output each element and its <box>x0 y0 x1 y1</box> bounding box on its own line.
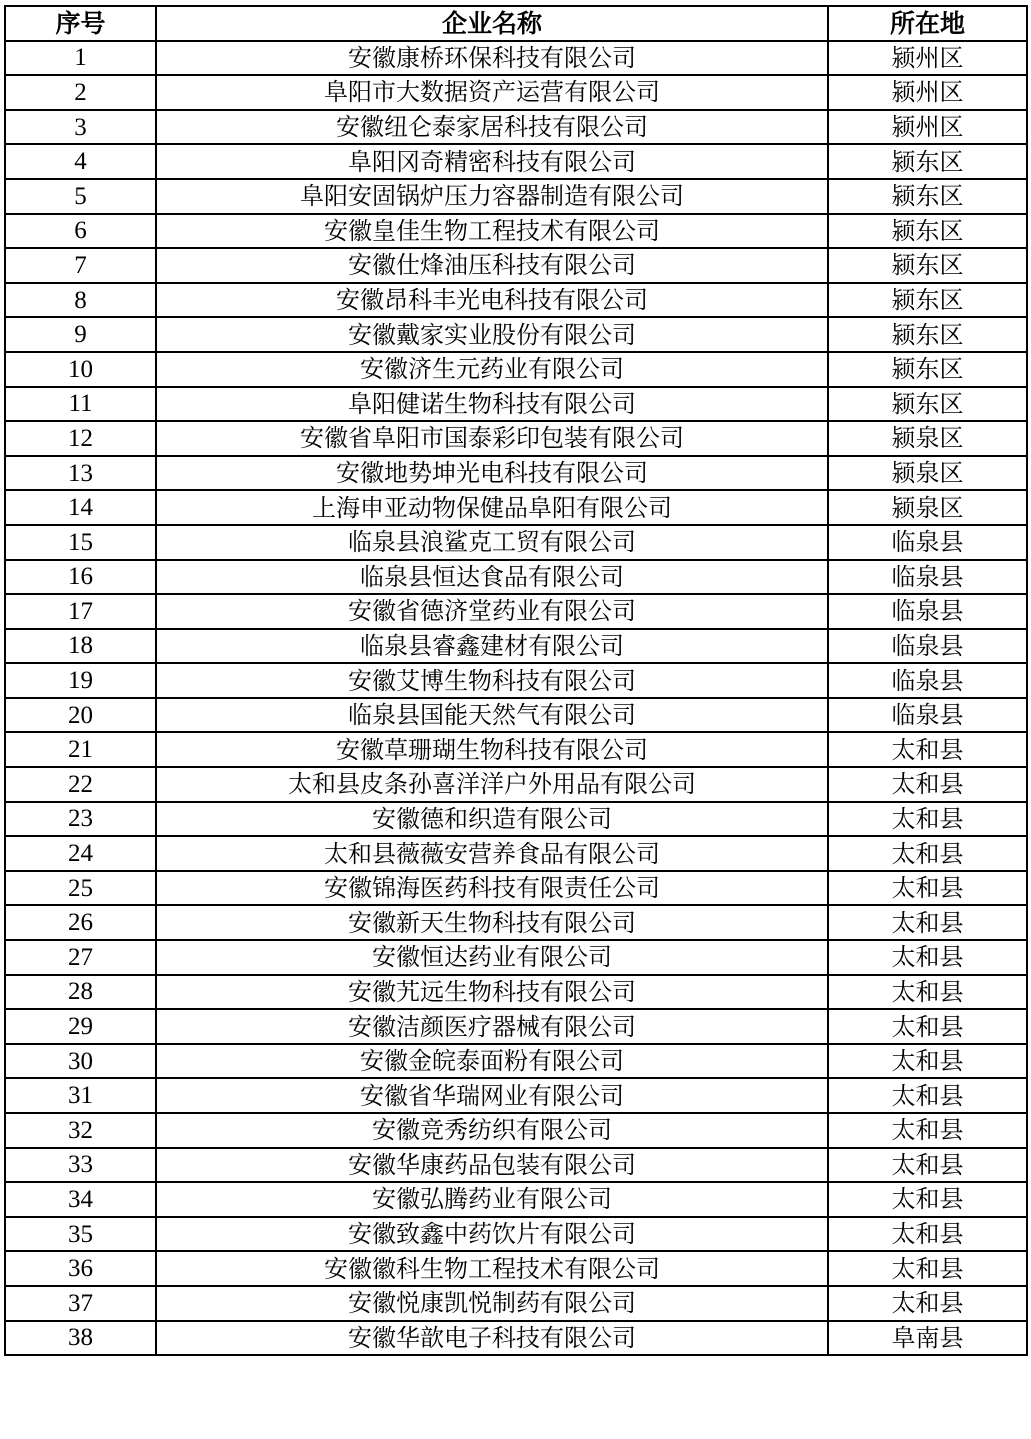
cell-company-name: 临泉县恒达食品有限公司 <box>156 560 828 595</box>
cell-company-name: 太和县薇薇安营养食品有限公司 <box>156 836 828 871</box>
cell-company-name: 临泉县睿鑫建材有限公司 <box>156 629 828 664</box>
cell-location: 阜南县 <box>828 1321 1027 1356</box>
table-row <box>5 352 1027 387</box>
cell-serial-number: 34 <box>5 1182 156 1217</box>
cell-serial-number: 25 <box>5 871 156 906</box>
cell-company-name: 安徽昂科丰光电科技有限公司 <box>156 283 828 318</box>
cell-company-name: 安徽华歆电子科技有限公司 <box>156 1321 828 1356</box>
table-row <box>5 905 1027 940</box>
cell-serial-number: 19 <box>5 663 156 698</box>
cell-location: 颍州区 <box>828 41 1027 76</box>
cell-company-name: 安徽新天生物科技有限公司 <box>156 905 828 940</box>
cell-location: 颍泉区 <box>828 421 1027 456</box>
cell-location: 太和县 <box>828 1148 1027 1183</box>
cell-company-name: 安徽锦海医药科技有限责任公司 <box>156 871 828 906</box>
table-row <box>5 594 1027 629</box>
cell-location: 颍泉区 <box>828 490 1027 525</box>
cell-serial-number: 27 <box>5 940 156 975</box>
table-row <box>5 1321 1027 1356</box>
cell-location: 太和县 <box>828 802 1027 837</box>
table-row <box>5 1217 1027 1252</box>
cell-serial-number: 4 <box>5 144 156 179</box>
table-row <box>5 144 1027 179</box>
cell-serial-number: 30 <box>5 1044 156 1079</box>
cell-location: 太和县 <box>828 1217 1027 1252</box>
cell-location: 太和县 <box>828 836 1027 871</box>
cell-company-name: 安徽悦康凯悦制药有限公司 <box>156 1286 828 1321</box>
cell-location: 临泉县 <box>828 594 1027 629</box>
table-row <box>5 560 1027 595</box>
cell-company-name: 安徽戴家实业股份有限公司 <box>156 317 828 352</box>
cell-company-name: 安徽省阜阳市国泰彩印包装有限公司 <box>156 421 828 456</box>
cell-company-name: 安徽济生元药业有限公司 <box>156 352 828 387</box>
cell-serial-number: 6 <box>5 214 156 249</box>
cell-serial-number: 21 <box>5 732 156 767</box>
table-row <box>5 283 1027 318</box>
header-location: 所在地 <box>828 6 1027 41</box>
cell-company-name: 安徽洁颜医疗器械有限公司 <box>156 1009 828 1044</box>
cell-location: 太和县 <box>828 975 1027 1010</box>
table-row <box>5 1078 1027 1113</box>
table-row <box>5 1044 1027 1079</box>
cell-location: 太和县 <box>828 1182 1027 1217</box>
cell-company-name: 临泉县浪鲨克工贸有限公司 <box>156 525 828 560</box>
cell-location: 颍东区 <box>828 352 1027 387</box>
cell-serial-number: 11 <box>5 387 156 422</box>
cell-company-name: 安徽金皖泰面粉有限公司 <box>156 1044 828 1079</box>
cell-location: 太和县 <box>828 767 1027 802</box>
table-row <box>5 179 1027 214</box>
cell-serial-number: 36 <box>5 1251 156 1286</box>
cell-company-name: 安徽艾博生物科技有限公司 <box>156 663 828 698</box>
cell-serial-number: 32 <box>5 1113 156 1148</box>
table-row <box>5 317 1027 352</box>
cell-location: 临泉县 <box>828 663 1027 698</box>
cell-location: 颍东区 <box>828 248 1027 283</box>
table-row <box>5 525 1027 560</box>
table-row <box>5 698 1027 733</box>
table-row <box>5 1182 1027 1217</box>
company-table <box>4 5 1028 1356</box>
cell-location: 颍东区 <box>828 179 1027 214</box>
cell-company-name: 上海申亚动物保健品阜阳有限公司 <box>156 490 828 525</box>
cell-location: 颍东区 <box>828 214 1027 249</box>
cell-location: 临泉县 <box>828 525 1027 560</box>
header-company-name: 企业名称 <box>156 6 828 41</box>
cell-serial-number: 3 <box>5 110 156 145</box>
cell-serial-number: 7 <box>5 248 156 283</box>
cell-company-name: 临泉县国能天然气有限公司 <box>156 698 828 733</box>
cell-company-name: 安徽华康药品包装有限公司 <box>156 1148 828 1183</box>
cell-location: 颍东区 <box>828 317 1027 352</box>
cell-company-name: 安徽德和织造有限公司 <box>156 802 828 837</box>
cell-company-name: 安徽仕烽油压科技有限公司 <box>156 248 828 283</box>
table-row <box>5 1009 1027 1044</box>
cell-company-name: 安徽草珊瑚生物科技有限公司 <box>156 732 828 767</box>
cell-company-name: 安徽弘腾药业有限公司 <box>156 1182 828 1217</box>
cell-serial-number: 18 <box>5 629 156 664</box>
cell-serial-number: 9 <box>5 317 156 352</box>
cell-company-name: 安徽康桥环保科技有限公司 <box>156 41 828 76</box>
cell-serial-number: 12 <box>5 421 156 456</box>
cell-location: 太和县 <box>828 1009 1027 1044</box>
cell-serial-number: 2 <box>5 75 156 110</box>
cell-serial-number: 5 <box>5 179 156 214</box>
table-row <box>5 387 1027 422</box>
cell-serial-number: 20 <box>5 698 156 733</box>
table-row <box>5 1286 1027 1321</box>
table-row <box>5 110 1027 145</box>
cell-location: 颍泉区 <box>828 456 1027 491</box>
table-row <box>5 732 1027 767</box>
cell-company-name: 安徽省华瑞网业有限公司 <box>156 1078 828 1113</box>
cell-serial-number: 16 <box>5 560 156 595</box>
cell-serial-number: 17 <box>5 594 156 629</box>
cell-location: 颍东区 <box>828 144 1027 179</box>
cell-company-name: 安徽省德济堂药业有限公司 <box>156 594 828 629</box>
cell-location: 太和县 <box>828 940 1027 975</box>
cell-location: 太和县 <box>828 1044 1027 1079</box>
cell-location: 太和县 <box>828 1078 1027 1113</box>
cell-serial-number: 37 <box>5 1286 156 1321</box>
cell-company-name: 阜阳健诺生物科技有限公司 <box>156 387 828 422</box>
cell-location: 太和县 <box>828 1251 1027 1286</box>
table-row <box>5 663 1027 698</box>
cell-serial-number: 15 <box>5 525 156 560</box>
table-row <box>5 871 1027 906</box>
cell-company-name: 阜阳冈奇精密科技有限公司 <box>156 144 828 179</box>
table-row <box>5 802 1027 837</box>
cell-location: 临泉县 <box>828 698 1027 733</box>
table-row <box>5 421 1027 456</box>
cell-company-name: 安徽徽科生物工程技术有限公司 <box>156 1251 828 1286</box>
cell-company-name: 阜阳安固锅炉压力容器制造有限公司 <box>156 179 828 214</box>
cell-serial-number: 29 <box>5 1009 156 1044</box>
cell-serial-number: 8 <box>5 283 156 318</box>
table-header-row <box>5 6 1027 41</box>
cell-company-name: 安徽竞秀纺织有限公司 <box>156 1113 828 1148</box>
cell-serial-number: 13 <box>5 456 156 491</box>
cell-location: 太和县 <box>828 905 1027 940</box>
table-row <box>5 1148 1027 1183</box>
cell-company-name: 安徽纽仑泰家居科技有限公司 <box>156 110 828 145</box>
table-row <box>5 975 1027 1010</box>
table-row <box>5 836 1027 871</box>
table-row <box>5 767 1027 802</box>
table-row <box>5 490 1027 525</box>
cell-serial-number: 31 <box>5 1078 156 1113</box>
cell-location: 临泉县 <box>828 629 1027 664</box>
cell-company-name: 安徽皇佳生物工程技术有限公司 <box>156 214 828 249</box>
cell-location: 临泉县 <box>828 560 1027 595</box>
table-row <box>5 214 1027 249</box>
cell-serial-number: 33 <box>5 1148 156 1183</box>
table-row <box>5 940 1027 975</box>
cell-serial-number: 38 <box>5 1321 156 1356</box>
cell-location: 颍州区 <box>828 75 1027 110</box>
cell-location: 太和县 <box>828 1286 1027 1321</box>
cell-company-name: 安徽地势坤光电科技有限公司 <box>156 456 828 491</box>
cell-company-name: 安徽艽远生物科技有限公司 <box>156 975 828 1010</box>
table-body <box>5 41 1027 1356</box>
cell-company-name: 阜阳市大数据资产运营有限公司 <box>156 75 828 110</box>
header-serial-number: 序号 <box>5 6 156 41</box>
cell-serial-number: 1 <box>5 41 156 76</box>
cell-company-name: 太和县皮条孙喜洋洋户外用品有限公司 <box>156 767 828 802</box>
cell-company-name: 安徽致鑫中药饮片有限公司 <box>156 1217 828 1252</box>
table-row <box>5 75 1027 110</box>
cell-serial-number: 26 <box>5 905 156 940</box>
table-row <box>5 456 1027 491</box>
cell-serial-number: 22 <box>5 767 156 802</box>
cell-serial-number: 24 <box>5 836 156 871</box>
cell-serial-number: 10 <box>5 352 156 387</box>
cell-location: 颍东区 <box>828 283 1027 318</box>
cell-serial-number: 23 <box>5 802 156 837</box>
cell-location: 太和县 <box>828 871 1027 906</box>
cell-serial-number: 14 <box>5 490 156 525</box>
table-row <box>5 248 1027 283</box>
cell-location: 太和县 <box>828 732 1027 767</box>
cell-serial-number: 35 <box>5 1217 156 1252</box>
cell-location: 颍州区 <box>828 110 1027 145</box>
table-row <box>5 1113 1027 1148</box>
cell-location: 太和县 <box>828 1113 1027 1148</box>
cell-serial-number: 28 <box>5 975 156 1010</box>
table-row <box>5 629 1027 664</box>
table-row <box>5 41 1027 76</box>
cell-company-name: 安徽恒达药业有限公司 <box>156 940 828 975</box>
table-row <box>5 1251 1027 1286</box>
cell-location: 颍东区 <box>828 387 1027 422</box>
